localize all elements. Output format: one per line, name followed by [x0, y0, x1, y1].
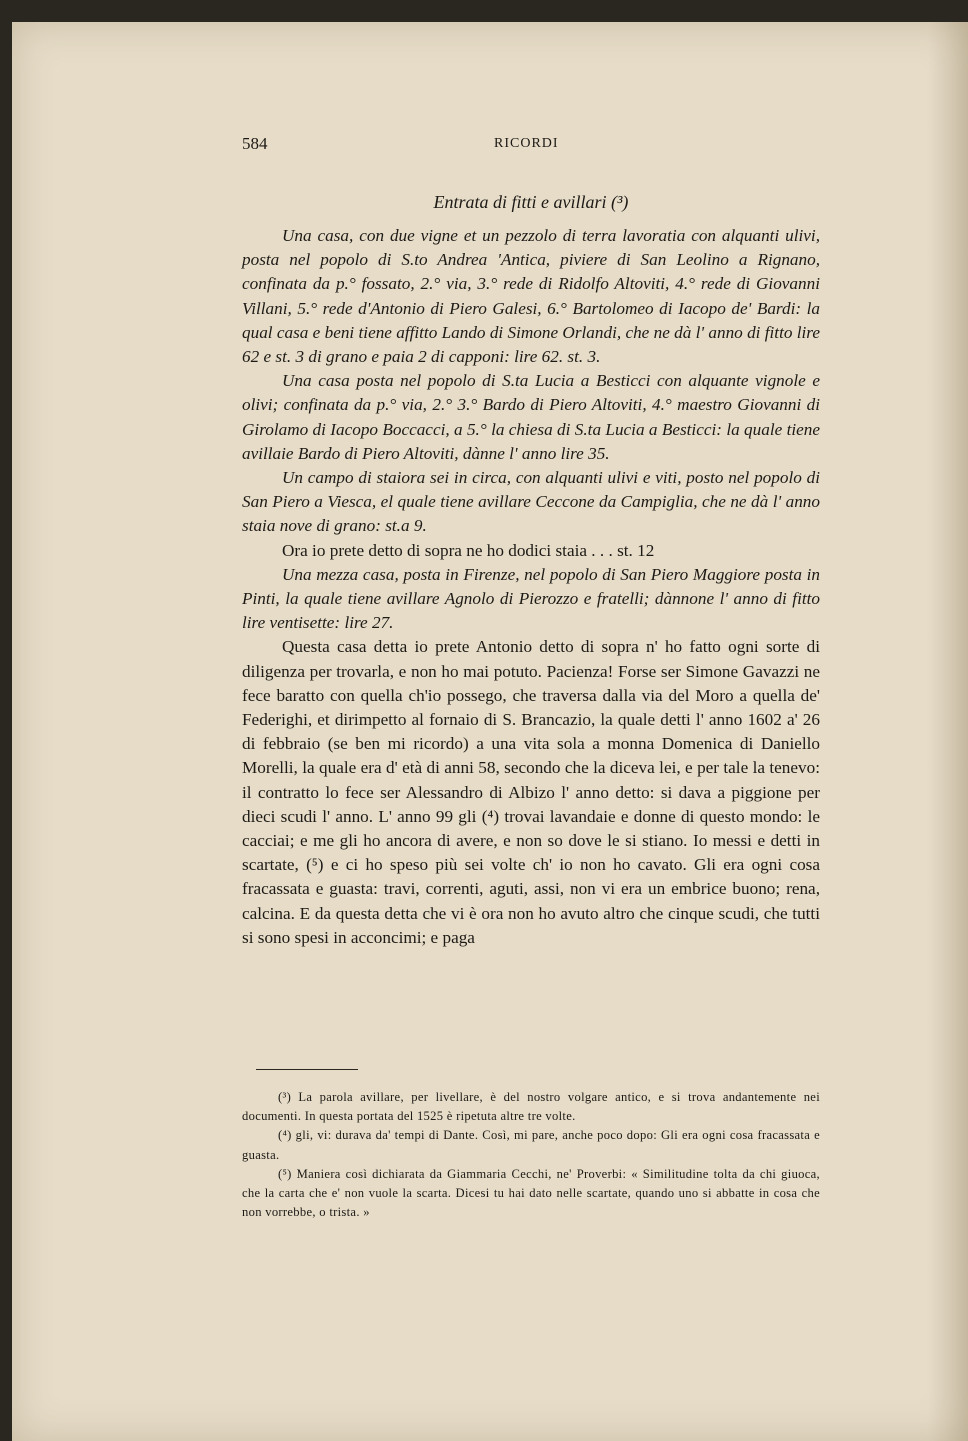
running-header — [242, 134, 820, 156]
paragraph: Una casa, con due vigne et un pezzolo di terra lavoratia con alquanti ulivi, posta nel popolo di S.to Andrea 'Antica, piviere di San Leolino a Rignano, confinata da p.° fossato, 2.° via, 3.° rede di Ridolfo Altoviti, 4.° rede di Giovanni Villani, 5.° rede d'Antonio di Piero Galesi, 6.° Bartolomeo di Iacopo de' Bardi: la qual casa e beni tiene affitto Lando di Simone Orlandi, che ne dà l' anno di fitto lire 62 e st. 3 di grano e paia 2 di capponi: lire 62. st. 3. — [242, 226, 820, 367]
body-text — [242, 224, 820, 950]
section-title: Entrata di fitti e avillari (³) — [433, 192, 629, 212]
paragraph: Una mezza casa, posta in Firenze, nel popolo di San Piero Maggiore posta in Pinti, la quale tiene avillare Agnolo di Pierozzo e fratelli; dànnone l' anno di fitto lire ventisette: lire 27. — [242, 564, 820, 633]
book-page — [12, 22, 968, 1441]
paragraph: Un campo di staiora sei in circa, con alquanti ulivi e viti, posto nel popolo di San Piero a Viesca, el quale tiene avillare Ceccone da Campiglia, che ne dà l' anno staia nove di grano: st.a 9. — [242, 468, 820, 536]
footnote: (⁴) gli, vi: durava da' tempi di Dante. Così, mi pare, anche poco dopo: Gli era ogni cosa fracassata e guasta. — [242, 1128, 820, 1162]
page-number: 584 — [242, 134, 268, 153]
footnote: (³) La parola avillare, per livellare, è del nostro volgare antico, e si trova andantemente nei documenti. In questa portata del 1525 è ripetuta altre tre volte. — [242, 1090, 820, 1124]
page-edge-shadow — [928, 22, 968, 1441]
paragraph: Una casa posta nel popolo di S.ta Lucia a Besticci con alquante vignole e olivi; confinata da p.° via, 2.° 3.° Bardo di Piero Altoviti, 4.° maestro Giovanni di Girolamo di Iacopo Boccacci, a 5.° la chiesa di S.ta Lucia a Besticci: la quale tiene avillaie Bardo di Piero Altoviti, dànne l' anno lire 35. — [242, 371, 820, 463]
footnotes — [242, 1088, 820, 1222]
paragraph: Ora io prete detto di sopra ne ho dodici staia . . . st. 12 — [282, 540, 655, 560]
footnote: (⁵) Maniera così dichiarata da Giammaria Cecchi, ne' Proverbi: « Similitudine tolta da chi giuoca, che la carta che e' non vuole la scarta. Dicesi tu hai dato nelle scartate, quando uno si abbatte in cosa che non vorrebbe, o trista. » — [242, 1166, 820, 1220]
paragraph: Questa casa detta io prete Antonio detto di sopra n' ho fatto ogni sorte di diligenza per trovarla, e non ho mai potuto. Pacienza! Forse ser Simone Gavazzi ne fece baratto con quella ch'io possego, che traversa dalla via del Moro a quella de' Federighi, et dirimpetto al fornaio di S. Brancazio, la quale detti l' anno 1602 a' 26 di febbraio (se ben mi ricordo) a una vita sola a monna Domenica di Daniello Morelli, la quale era d' età di anni 58, secondo che la diceva lei, e per tale la tenevo: il contratto lo fece ser Alessandro di Albizo l' anno detto: si dava a piggione per dieci scudi l' anno. L' anno 99 gli (⁴) trovai lavandaie e donne di questo mondo: le cacciai; e me gli ho ancora di avere, e non so dove le si stiano. Io messi e detti in scartate, (⁵) e ci ho speso più sei volte ch' io non ho cavato. Gli era ogni cosa fracassata e guasta: travi, correnti, aguti, assi, non vi era un embrice buono; rena, calcina. E da questa detta che vi è ora non ho avuto altro che cinque scudi, che tutti si sono spesi in acconcimi; e paga — [242, 637, 820, 947]
footnote-rule — [256, 1069, 358, 1070]
running-title: RICORDI — [494, 136, 559, 151]
